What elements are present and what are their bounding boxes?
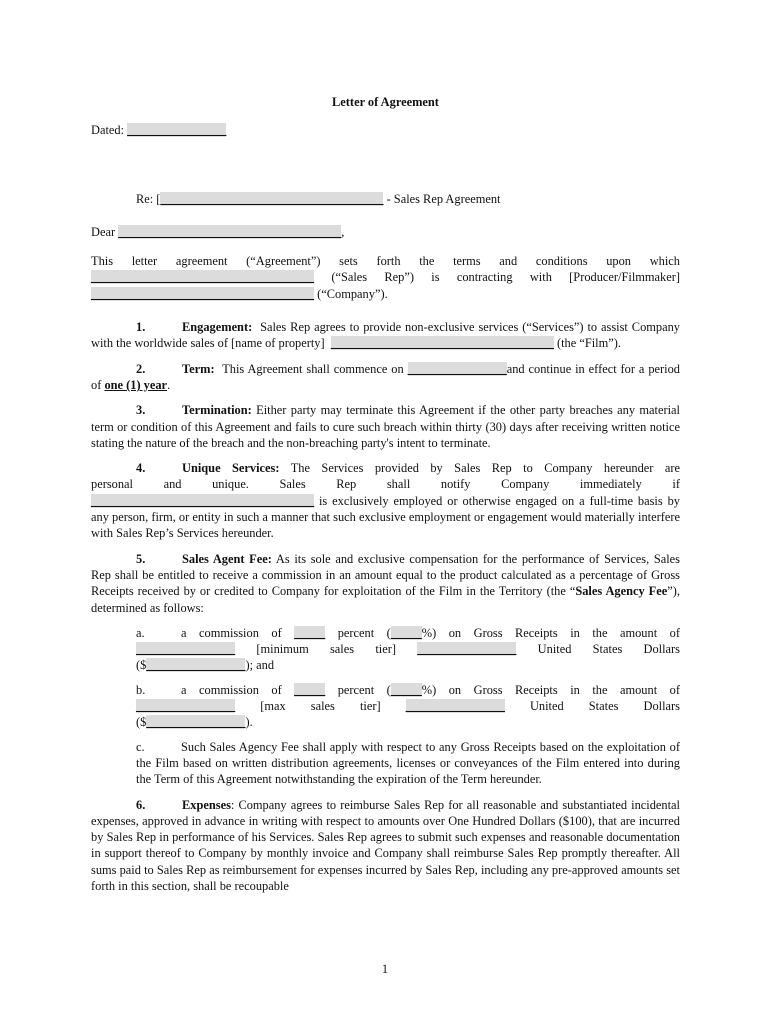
dear-suffix: , (341, 224, 345, 239)
re-label: Re: [ (136, 191, 161, 206)
re-blank[interactable]: ____________________________________ (160, 191, 384, 206)
film-blank[interactable]: ____________________________________ (330, 336, 554, 351)
section-engagement: 1. Engagement: Sales Rep agrees to provide non-exclusive services (“Services”) to assist Company with the worldwide sales of [name of property] ____________________________________ (the “Film”). (91, 320, 680, 351)
dear-label: Dear (91, 224, 116, 239)
fee-item-a (136, 625, 680, 674)
re-suffix: - Sales Rep Agreement (386, 191, 501, 206)
min-percent-blank-2[interactable]: _____ (390, 625, 422, 640)
section-expenses: 6. Expenses: Company agrees to reimburse Sales Rep for all reasonable and substantiated incidental expenses, approved in advance in writing with respect to amounts over One Hundred Dollars ($100), that are incurred by Sales Rep in performance of his Services. Sales Rep agrees to submit such expenses and reasonable documentation in support thereof to Company by monthly invoice and Company shall reimburse Sales Rep promptly thereafter. All sums paid to Sales Rep as reimbursement for expenses incurred by Sales Rep, including any pre-approved amounts set forth in this section, shall be recoupable (91, 797, 680, 893)
item-a-line-3: ($________________); and (136, 658, 275, 673)
max-percent-blank-2[interactable]: _____ (390, 682, 422, 697)
page-number: 1 (381, 962, 389, 976)
min-dollar-blank[interactable]: ________________ (146, 658, 246, 673)
section-sales-agent-fee: 5. Sales Agent Fee: As its sole and exclusive compensation for the performance of Services, Sales Rep shall be entitled to receive a commission in an amount equal to the product calculated as a percentage of Gross Receipts received by or credited to Company for exploitation of the Film in the Territory (the “Sales Agency Fee”), determined as follows: (91, 551, 680, 615)
item-a-line-2: ________________ [minimum sales tier] ________________ United States Dollars (136, 642, 681, 657)
item-label: a. (136, 625, 145, 640)
section-heading: Termination: (182, 403, 252, 418)
item-a-line-1: a. a commission of _____ percent (_____%) on Gross Receipts in the amount of (136, 625, 680, 640)
section-number: 3. (136, 403, 146, 418)
max-dollar-blank[interactable]: ________________ (146, 715, 246, 730)
section-heading: Unique Services: (182, 461, 280, 476)
dated-label: Dated: (91, 123, 125, 138)
section-heading: Engagement: (182, 320, 253, 335)
unique-line-2: personal and unique. Sales Rep shall notify Company immediately if (91, 477, 680, 492)
intro-line-2: ____________________________________ (“Sales Rep”) is contracting with [Producer/Filmmaker] (91, 270, 680, 285)
item-b-line-3: ($________________). (136, 715, 253, 730)
section-number: 1. (136, 320, 146, 335)
min-amount-blank[interactable]: ________________ (417, 642, 517, 657)
dear-line (91, 224, 680, 240)
section-number: 4. (136, 461, 146, 476)
section-number: 6. (136, 797, 146, 812)
unique-line-1: 4. Unique Services: The Services provided by Sales Rep to Company hereunder are (136, 461, 680, 476)
intro-paragraph (91, 253, 680, 302)
intro-line-1: This letter agreement (“Agreement”) sets forth the terms and conditions upon which (91, 254, 680, 269)
item-b-line-1: b. a commission of _____ percent (_____%) on Gross Receipts in the amount of (136, 682, 680, 697)
term-period: one (1) year (104, 377, 168, 392)
unique-rest: ____________________________________ is exclusively employed or otherwise engaged on a full-time basis by any person, firm, or entity in such a manner that such exclusive employment or engagement would materially interfere with Sales Rep’s Services hereunder. (91, 493, 680, 541)
max-amount-blank[interactable]: ________________ (405, 699, 505, 714)
dated-blank[interactable]: ________________ (127, 123, 227, 138)
section-number: 5. (136, 551, 146, 566)
sales-rep-blank[interactable]: ____________________________________ (91, 270, 315, 285)
section-unique-services (91, 460, 680, 541)
exclusive-blank[interactable]: ____________________________________ (91, 493, 315, 508)
section-heading: Expenses (182, 797, 231, 812)
section-heading: Sales Agent Fee: (182, 551, 272, 566)
re-line (136, 191, 680, 207)
commence-date-blank[interactable]: ________________ (407, 361, 507, 376)
dated-line (91, 122, 680, 138)
item-label: b. (136, 682, 146, 697)
min-percent-blank[interactable]: _____ (294, 625, 326, 640)
section-termination: 3. Termination: Either party may terminate this Agreement if the other party breaches any material term or condition of this Agreement and fails to cure such breach within thirty (30) days after receiving written notice stating the nature of the breach and the non-breaching party's intent to terminate. (91, 403, 680, 450)
fee-item-c: c. Such Sales Agency Fee shall apply with respect to any Gross Receipts based on the exploitation of the Film based on written distribution agreements, licenses or conveyances of the Film entered into during the Term of this Agreement notwithstanding the expiration of the Term hereunder. (136, 739, 680, 787)
max-tier-blank[interactable]: ________________ (136, 699, 236, 714)
company-blank[interactable]: ____________________________________ (91, 286, 315, 301)
section-term: 2. Term: This Agreement shall commence on ________________and continue in effect for a period of one (1) year. (91, 361, 680, 392)
fee-item-b (136, 682, 680, 731)
document-title: Letter of Agreement (332, 95, 439, 109)
item-b-line-2: ________________ [max sales tier] ________________ United States Dollars (136, 699, 680, 714)
min-tier-blank[interactable]: ________________ (136, 642, 236, 657)
section-number: 2. (136, 361, 146, 376)
defined-term: Sales Agency Fee (575, 584, 668, 599)
max-percent-blank[interactable]: _____ (294, 682, 326, 697)
intro-line-3: ____________________________________ (“Company”). (91, 286, 388, 301)
item-label: c. (136, 739, 145, 754)
dear-blank[interactable]: ____________________________________ (118, 224, 342, 239)
section-heading: Term: (182, 361, 215, 376)
